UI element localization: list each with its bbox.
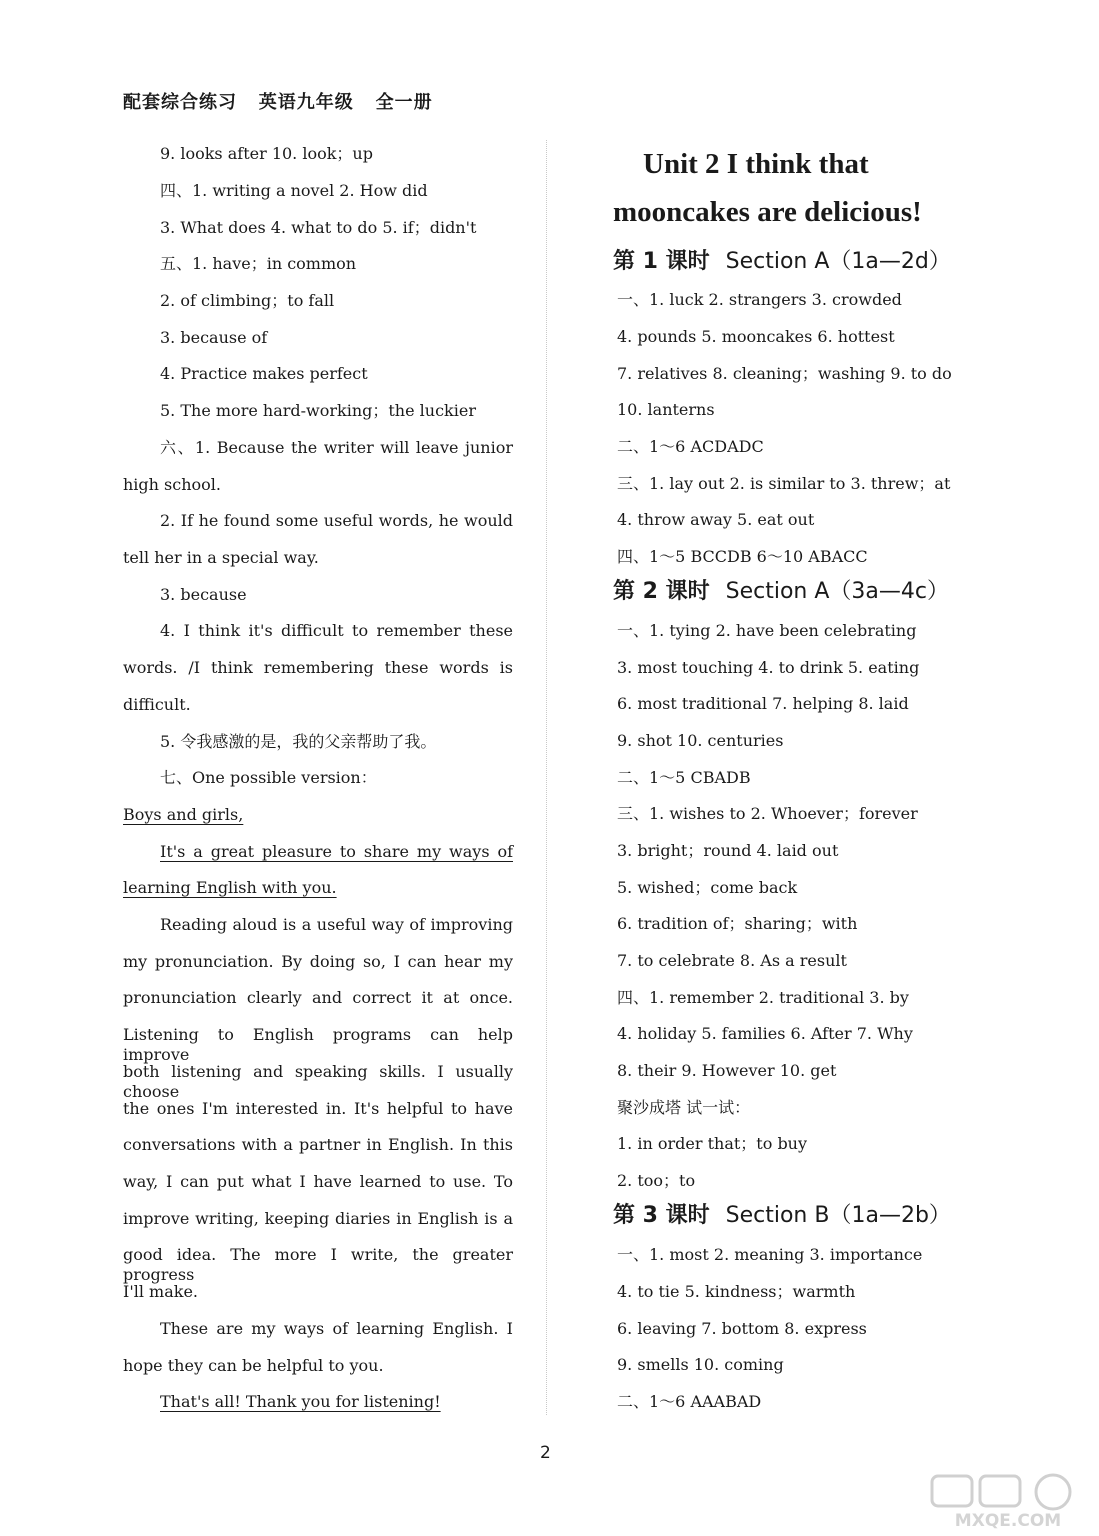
answer-line: 8. their 9. However 10. get (617, 1061, 837, 1080)
left-text-line: high school. (123, 475, 221, 494)
answer-line: 9. shot 10. centuries (617, 731, 784, 750)
answer-line: 三、1. lay out 2. is similar to 3. threw；at (617, 474, 951, 493)
left-text-line: improve writing, keeping diaries in English is a (123, 1209, 513, 1228)
left-text-line: 2. of climbing；to fall (160, 291, 335, 310)
answer-line: 7. to celebrate 8. As a result (617, 951, 847, 970)
left-text-line: both listening and speaking skills. I usually choose (123, 1062, 513, 1101)
left-text-line: my pronunciation. By doing so, I can hear my (123, 952, 513, 971)
answer-line: 二、1～6 AAABAD (617, 1392, 762, 1411)
left-text-line: These are my ways of learning English. I (160, 1319, 513, 1338)
column-divider (546, 140, 547, 1415)
lesson-label: 第 1 课时 (613, 249, 710, 274)
answer-line: 三、1. wishes to 2. Whoever；forever (617, 804, 918, 823)
left-text-line: 七、One possible version： (160, 768, 377, 787)
left-text-line: words. /I think remembering these words is (123, 658, 513, 677)
left-text-line: That's all! Thank you for listening! (160, 1392, 441, 1411)
unit-title-line-1: Unit 2 I think that (643, 148, 869, 180)
left-text-line: 9. looks after 10. look；up (160, 144, 373, 163)
left-text-line: 五、1. have；in common (160, 254, 357, 273)
left-text-line: Listening to English programs can help improve (123, 1025, 513, 1064)
answer-line: 10. lanterns (617, 400, 715, 419)
answer-line: 2. too；to (617, 1171, 696, 1190)
answer-line: 3. most touching 4. to drink 5. eating (617, 658, 920, 677)
answer-line: 一、1. tying 2. have been celebrating (617, 621, 917, 640)
answer-line: 4. throw away 5. eat out (617, 510, 815, 529)
left-text-line: pronunciation clearly and correct it at once. (123, 988, 513, 1007)
left-text-line: the ones I'm interested in. It's helpful to have (123, 1099, 513, 1118)
answer-line: 7. relatives 8. cleaning；washing 9. to do (617, 364, 952, 383)
left-text-line: conversations with a partner in English. In this (123, 1135, 513, 1154)
left-text-line: It's a great pleasure to share my ways of (160, 842, 513, 861)
left-text-line: learning English with you. (123, 878, 337, 897)
answer-line: 4. holiday 5. families 6. After 7. Why (617, 1024, 913, 1043)
answer-line: 4. to tie 5. kindness；warmth (617, 1282, 856, 1301)
answer-line: 二、1～6 ACDADC (617, 437, 764, 456)
left-text-line: tell her in a special way. (123, 548, 319, 567)
watermark-text: MXQE.COM (954, 1511, 1062, 1530)
left-text-line: Reading aloud is a useful way of improving (160, 915, 513, 934)
answer-line: 9. smells 10. coming (617, 1355, 784, 1374)
lesson-section: Section B（1a—2b） (725, 1203, 951, 1228)
left-text-line: 5. 令我感激的是，我的父亲帮助了我。 (160, 732, 437, 751)
answer-line: 一、1. luck 2. strangers 3. crowded (617, 290, 902, 309)
lesson-heading (613, 574, 949, 605)
left-text-line: Boys and girls, (123, 805, 244, 824)
left-text-line: 3. What does 4. what to do 5. if；didn't (160, 218, 477, 237)
answer-line: 3. bright；round 4. laid out (617, 841, 839, 860)
left-text-line: good idea. The more I write, the greater progress (123, 1245, 513, 1284)
answer-line: 5. wished；come back (617, 878, 798, 897)
lesson-section: Section A（1a—2d） (725, 249, 951, 274)
answer-line: 4. pounds 5. mooncakes 6. hottest (617, 327, 895, 346)
lesson-label: 第 2 课时 (613, 579, 710, 604)
answer-line: 1. in order that；to buy (617, 1134, 808, 1153)
answer-line: 四、1. remember 2. traditional 3. by (617, 988, 909, 1007)
left-text-line: 4. Practice makes perfect (160, 364, 368, 383)
lesson-heading (613, 1198, 951, 1229)
answer-line: 四、1～5 BCCDB 6～10 ABACC (617, 547, 868, 566)
answer-line: 二、1～5 CBADB (617, 768, 751, 787)
running-header: 配套综合练习 英语九年级 全一册 (123, 92, 433, 113)
left-text-line: 4. I think it's difficult to remember these (160, 621, 513, 640)
left-text-line: hope they can be helpful to you. (123, 1356, 384, 1375)
left-text-line: difficult. (123, 695, 191, 714)
left-text-line: 四、1. writing a novel 2. How did (160, 181, 428, 200)
left-text-line: I'll make. (123, 1282, 198, 1301)
lesson-section: Section A（3a—4c） (725, 579, 949, 604)
answer-line: 6. leaving 7. bottom 8. express (617, 1319, 867, 1338)
left-text-line: 六、1. Because the writer will leave junior (160, 438, 513, 457)
answer-line: 6. tradition of；sharing；with (617, 914, 858, 933)
left-text-line: 2. If he found some useful words, he would (160, 511, 513, 530)
left-text-line: way, I can put what I have learned to use. To (123, 1172, 513, 1191)
left-text-line: 3. because (160, 585, 247, 604)
answer-line: 6. most traditional 7. helping 8. laid (617, 694, 909, 713)
left-text-line: 5. The more hard-working；the luckier (160, 401, 476, 420)
page-number: 2 (540, 1443, 551, 1463)
left-text-line: 3. because of (160, 328, 268, 347)
watermark-logo (928, 1472, 1088, 1530)
unit-title-line-2: mooncakes are delicious! (613, 196, 922, 228)
lesson-heading (613, 244, 951, 275)
answer-line: 一、1. most 2. meaning 3. importance (617, 1245, 923, 1264)
answer-line: 聚沙成塔 试一试： (617, 1098, 751, 1117)
lesson-label: 第 3 课时 (613, 1203, 710, 1228)
